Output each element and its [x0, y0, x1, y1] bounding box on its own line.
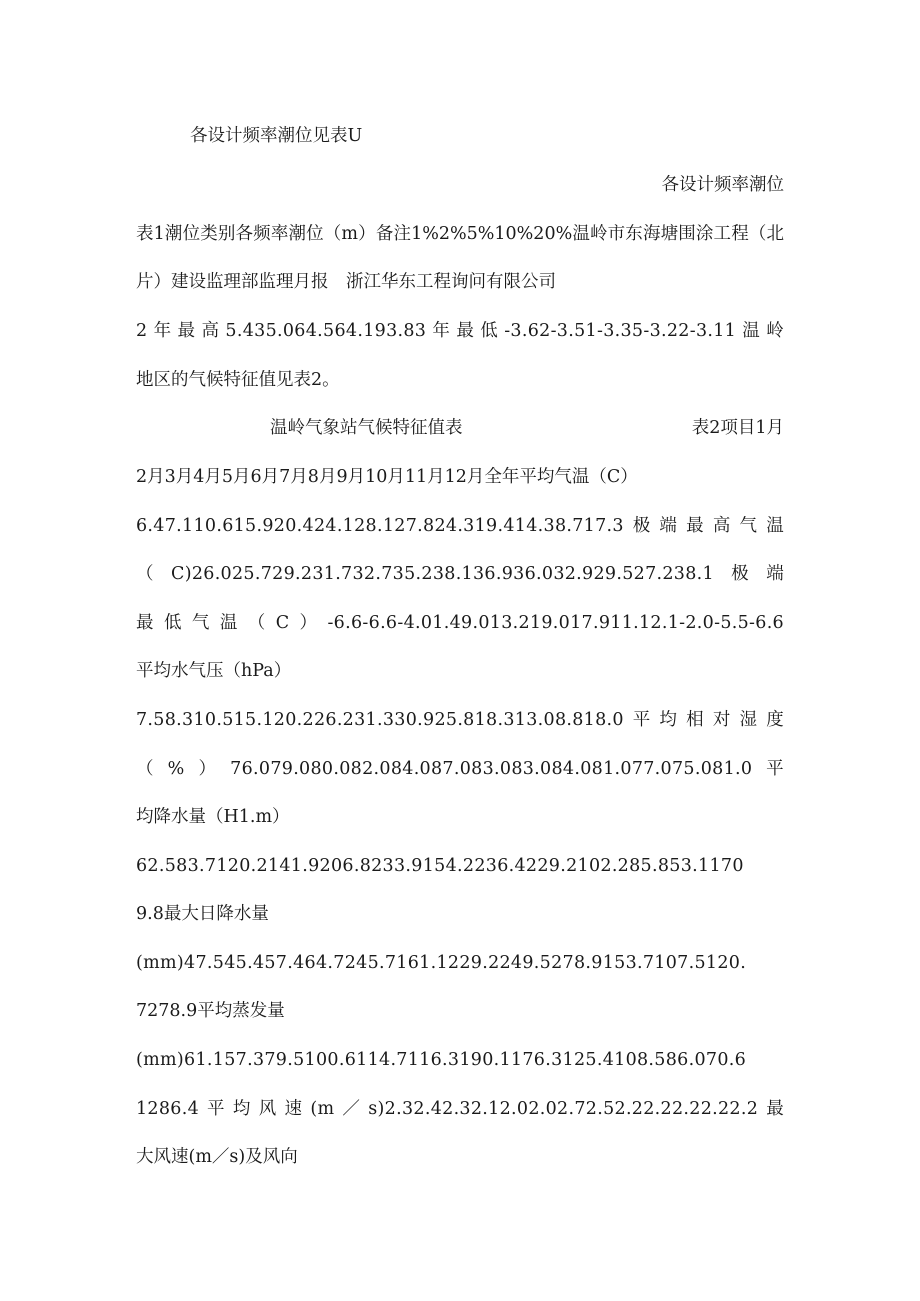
table2-label: 表2项目1月	[691, 418, 784, 438]
table2-line-9: 62.583.7120.2141.9206.8233.9154.2236.4229.2102.285.853.1170	[136, 856, 744, 876]
table2-line-5: 平均水气压（hPa）	[136, 661, 292, 681]
paragraph-line-4: 地区的气候特征值见表2。	[136, 370, 340, 390]
table2-line-7: （%）76.079.080.082.084.087.083.083.084.081.077.075.081.0平	[136, 759, 784, 779]
table2-line-11: (mm)47.545.457.464.7245.7161.1229.2249.5278.9153.7107.5120.	[136, 953, 747, 973]
table2-line-4: 最低气温（C）-6.6-6.6-4.01.49.013.219.017.911.12.1-2.0-5.5-6.6	[136, 613, 784, 633]
table2-line-1: 2月3月4月5月6月7月8月9月10月11月12月全年平均气温（C）	[136, 467, 638, 487]
paragraph-line-3: 2年最高5.435.064.564.193.83年最低-3.62-3.51-3.35-3.22-3.11温岭	[136, 321, 784, 341]
table2-caption-row	[136, 416, 784, 440]
table2-title: 温岭气象站气候特征值表	[270, 418, 463, 438]
table2-line-6: 7.58.310.515.120.226.231.330.925.818.313.08.818.0平均相对湿度	[136, 710, 784, 730]
paragraph-line-1: 表1潮位类别各频率潮位（m）备注1%2%5%10%20%温岭市东海塘围涂工程（北	[136, 224, 784, 244]
document-subheading: 各设计频率潮位	[661, 175, 784, 195]
table2-line-2: 6.47.110.615.920.424.128.127.824.319.414.38.717.3极端最高气温	[136, 516, 784, 536]
table2-line-8: 均降水量（H1.m）	[136, 807, 290, 827]
paragraph-line-2: 片）建设监理部监理月报 浙江华东工程询问有限公司	[136, 272, 556, 292]
table2-line-3: （C)26.025.729.231.732.735.238.136.936.032.929.527.238.1极端	[136, 564, 784, 584]
document-heading: 各设计频率潮位见表U	[190, 126, 363, 146]
table2-line-13: (mm)61.157.379.5100.6114.7116.3190.1176.3125.4108.586.070.6	[136, 1050, 747, 1070]
table2-line-15: 大风速(m／s)及风向	[136, 1147, 298, 1167]
table2-line-10: 9.8最大日降水量	[136, 904, 269, 924]
table2-line-12: 7278.9平均蒸发量	[136, 1001, 285, 1021]
table2-line-14: 1286.4平均风速(m／s)2.32.42.32.12.02.02.72.52.22.22.22.22.2最	[136, 1099, 784, 1119]
